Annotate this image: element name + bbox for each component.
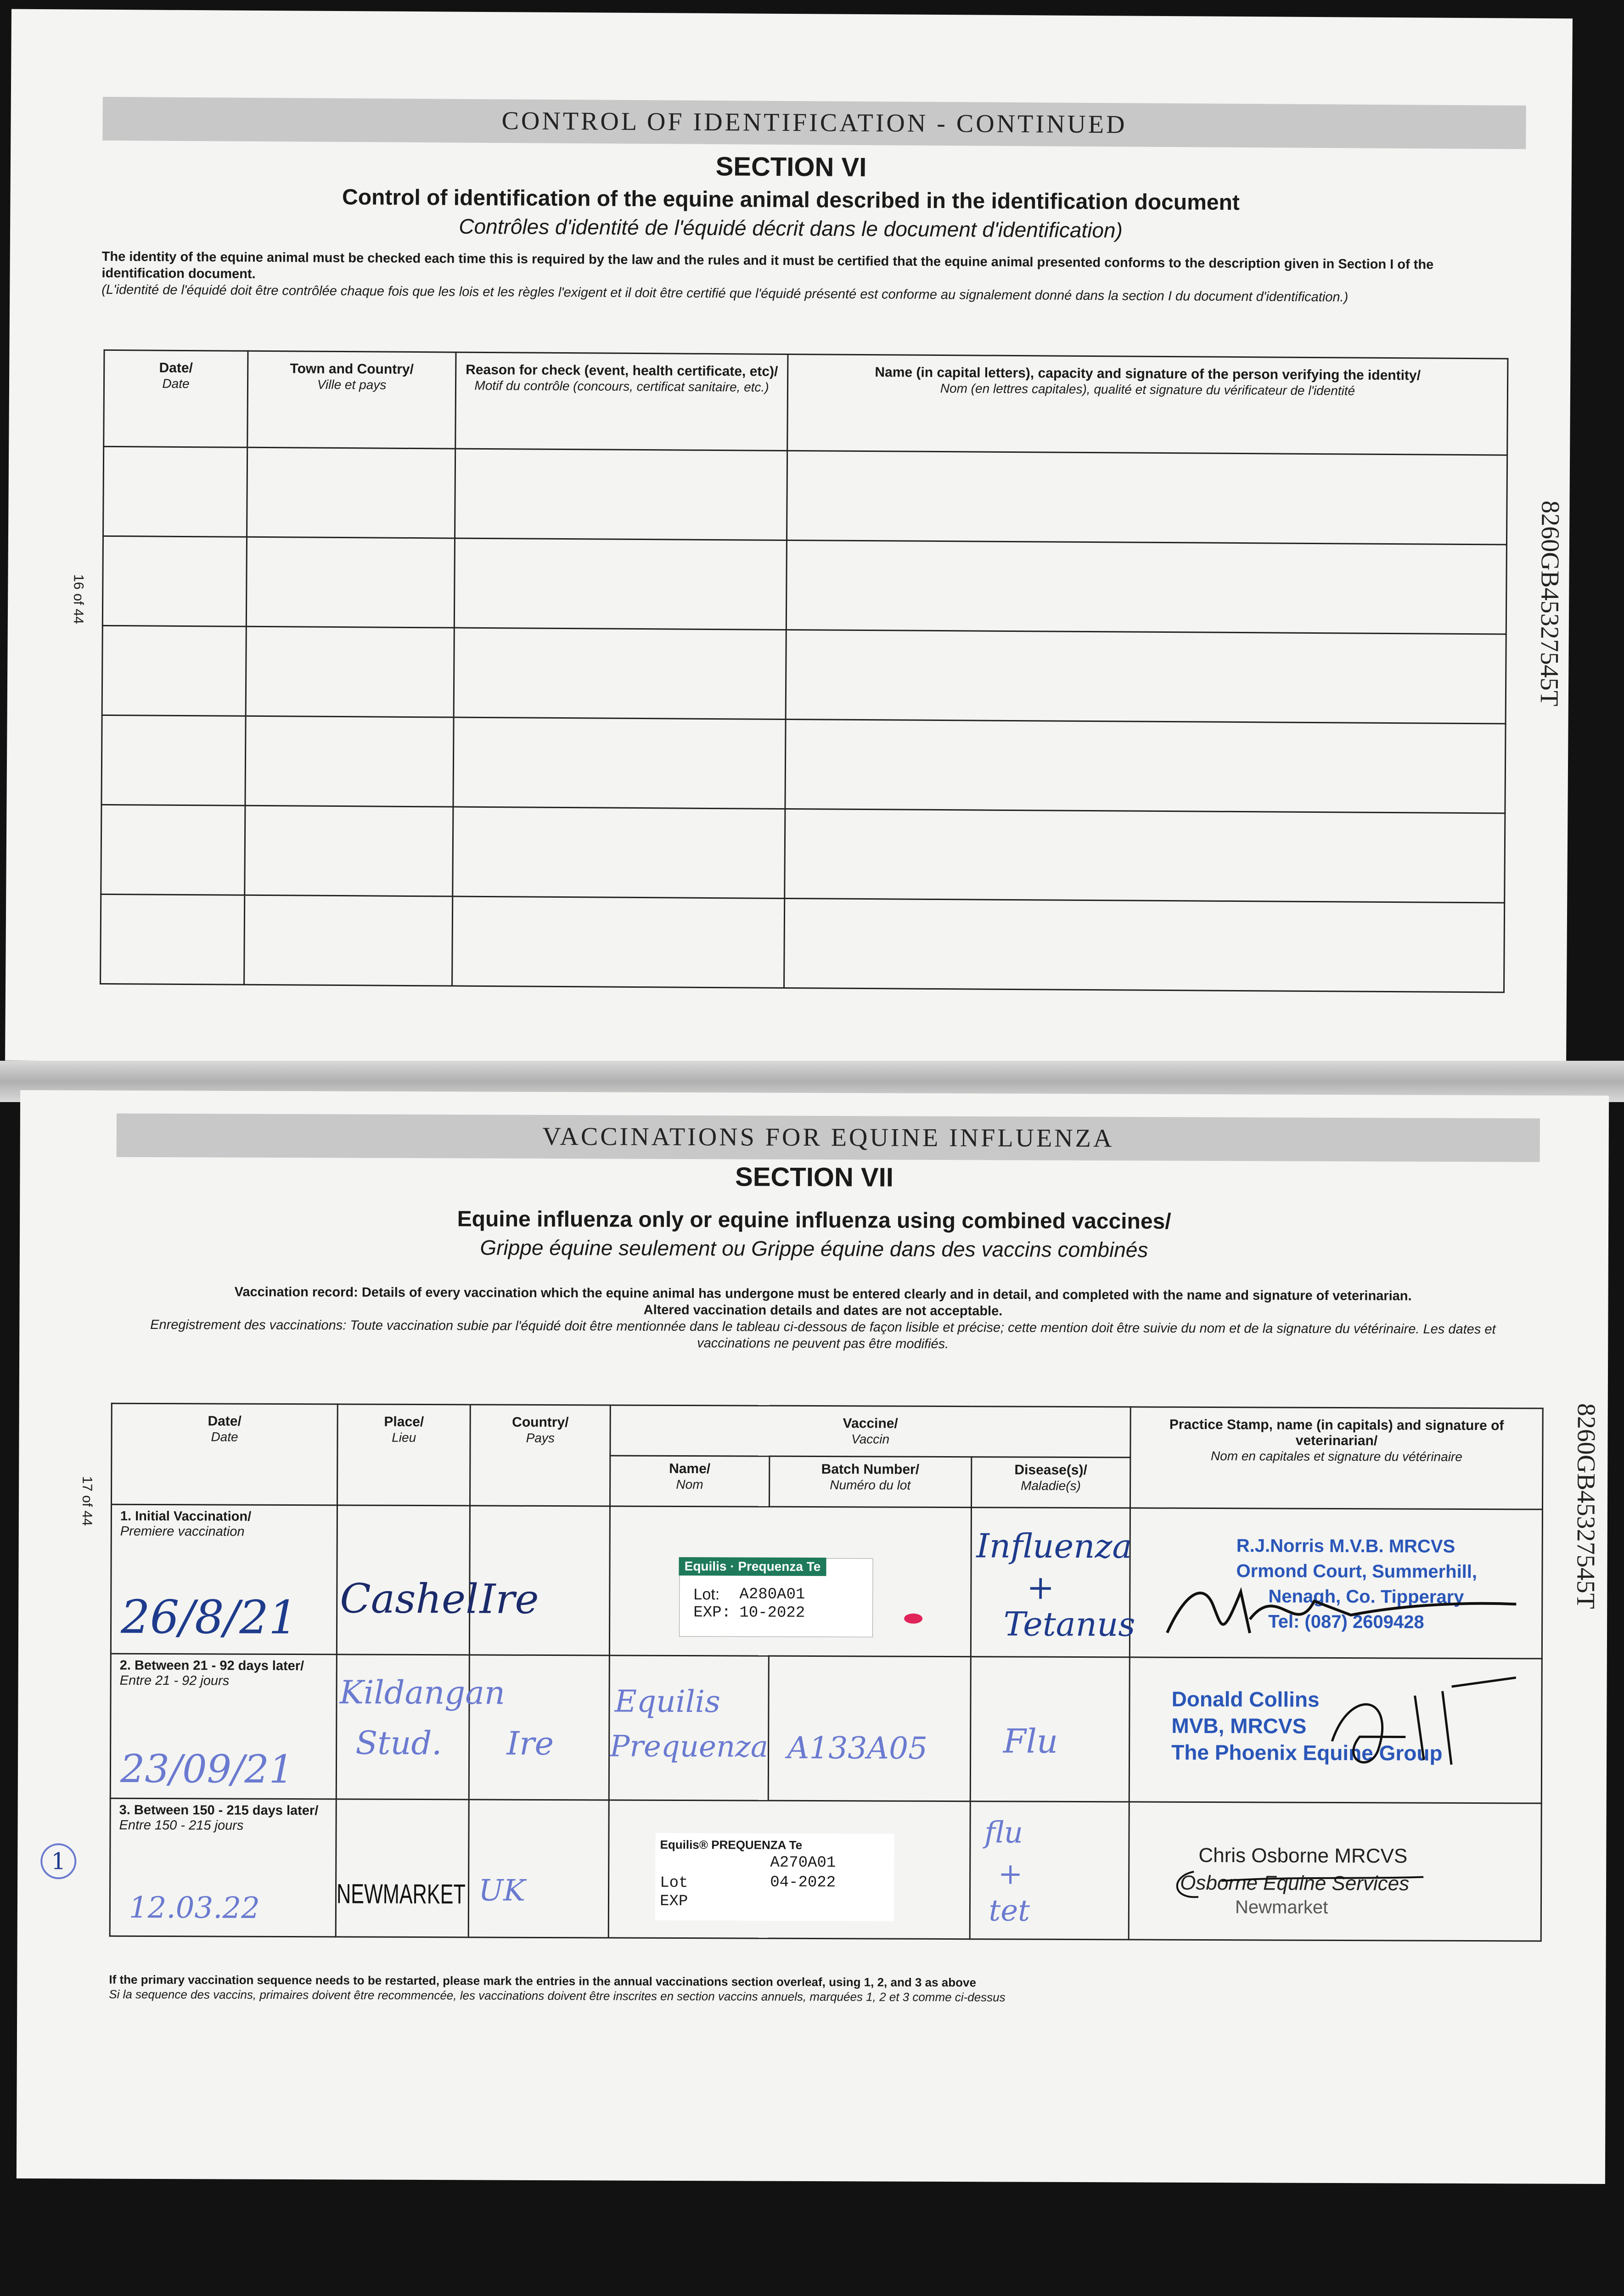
row3-country-cell bbox=[469, 1800, 609, 1938]
document-code: 8260GB45327545T bbox=[1571, 1403, 1601, 1609]
page-number: 17 of 44 bbox=[79, 1476, 95, 1526]
col-town-country: Town and Country/ Ville et pays bbox=[247, 351, 456, 449]
col-date: Date/ Date bbox=[111, 1403, 337, 1505]
row2-date-cell bbox=[110, 1654, 337, 1799]
row-label: 1. Initial Vaccination/ Premiere vaccination bbox=[120, 1508, 252, 1539]
col-reason: Reason for check (event, health certificate, etc)/ Motif du contrôle (concours, certificat sanitaire, etc.) bbox=[455, 352, 788, 450]
document-code: 8260GB45327545T bbox=[1534, 500, 1565, 707]
table-row bbox=[101, 894, 1505, 992]
row2-batch-cell bbox=[768, 1656, 971, 1801]
row-label: 2. Between 21 - 92 days later/ Entre 21 - 92 jours bbox=[119, 1658, 304, 1688]
sticker-lot: A280A01 bbox=[739, 1586, 805, 1604]
sticker-brand: Equilis · Prequenza Te bbox=[679, 1557, 826, 1576]
row2-place-1: Kildangan bbox=[339, 1673, 506, 1712]
row1-disease-2: + bbox=[1026, 1568, 1055, 1607]
sticker-exp: 04-2022 bbox=[770, 1874, 836, 1892]
row-label: 3. Between 150 - 215 days later/ Entre 150 - 215 jours bbox=[119, 1802, 319, 1833]
sticker-brand: Equilis® PREQUENZA Te bbox=[660, 1837, 803, 1852]
row1-country: Ire bbox=[479, 1575, 539, 1623]
vet-stamp-line-3: Nenagh, Co. Tipperary bbox=[1268, 1586, 1464, 1607]
section-title: SECTION VII bbox=[735, 1162, 894, 1193]
row2-batch: A133A05 bbox=[787, 1730, 928, 1766]
row3-stamp-cell bbox=[1129, 1802, 1541, 1941]
row2-place-cell bbox=[336, 1654, 506, 1800]
row2-vaccine-2: Prequenza bbox=[610, 1729, 769, 1764]
table-row bbox=[102, 536, 1506, 634]
footnote-fr: Si la sequence des vaccins, primaires doivent être recommencée, les vaccinations doivent être inscrites en section vaccins annuels, marquées 1, 2 et 3 comme ci-dessus bbox=[109, 1987, 1006, 2004]
sticker-lot-label: Lot: bbox=[693, 1586, 720, 1604]
table-row bbox=[102, 625, 1506, 724]
sticker-exp: 10-2022 bbox=[739, 1604, 805, 1622]
page-number: 16 of 44 bbox=[70, 574, 86, 625]
row2-disease: Flu bbox=[1003, 1722, 1058, 1761]
page-title-fr: Contrôles d'identité de l'équidé décrit dans le document d'identification) bbox=[459, 214, 1123, 242]
row3-place-cell bbox=[336, 1799, 469, 1937]
row1-place: Cashel bbox=[340, 1575, 479, 1623]
section-banner: CONTROL OF IDENTIFICATION - CONTINUED bbox=[102, 97, 1526, 149]
row3-place: NEWMARKET bbox=[337, 1878, 466, 1910]
vet-stamp-line-2: Osborne Equine Services bbox=[1180, 1871, 1410, 1895]
section-title: SECTION VI bbox=[715, 152, 867, 183]
row2-country: Ire bbox=[506, 1724, 554, 1763]
vet-stamp-line-3: Newmarket bbox=[1235, 1897, 1328, 1918]
instructions-en: Vaccination record: Details of every vaccination which the equine animal has undergone must be entered clearly and in detail, and completed with the name and signature of veterinarian. bbox=[234, 1284, 1412, 1304]
table-row bbox=[110, 1798, 1541, 1941]
row1-date-cell bbox=[111, 1504, 337, 1654]
row2-date: 23/09/21 bbox=[120, 1746, 294, 1792]
row3-disease-2: + bbox=[998, 1857, 1023, 1891]
row1-stamp-cell bbox=[1129, 1508, 1542, 1659]
vaccine-sticker bbox=[679, 1558, 873, 1637]
row2-vaccine-cell bbox=[609, 1655, 769, 1801]
sticker-lot: A270A01 bbox=[770, 1854, 836, 1872]
table-row bbox=[101, 805, 1505, 903]
row2-country-cell bbox=[469, 1655, 610, 1800]
col-country: Country/ Pays bbox=[470, 1405, 611, 1506]
table-row bbox=[103, 446, 1507, 545]
vet-stamp-line-4: Tel: (087) 2609428 bbox=[1268, 1611, 1424, 1632]
row1-date: 26/8/21 bbox=[120, 1590, 298, 1645]
vet-stamp-line-1: Donald Collins bbox=[1171, 1687, 1320, 1711]
vet-stamp-line-1: R.J.Norris M.V.B. MRCVS bbox=[1236, 1536, 1455, 1557]
vet-stamp-line-3: The Phoenix Equine Group bbox=[1171, 1740, 1443, 1765]
instructions-en-2: Altered vaccination details and dates are not acceptable. bbox=[643, 1302, 1003, 1319]
row3-country: UK bbox=[478, 1874, 526, 1908]
vet-signature bbox=[1166, 1863, 1442, 1909]
page-title: Control of identification of the equine animal described in the identification document bbox=[342, 185, 1240, 215]
row2-vaccine-1: Equilis bbox=[614, 1683, 720, 1720]
row3-vaccine-label bbox=[608, 1800, 970, 1939]
sticker-exp-label: EXP: bbox=[693, 1604, 731, 1622]
instructions bbox=[125, 1283, 1521, 1355]
restart-marker: 1 bbox=[40, 1843, 76, 1879]
page-17 bbox=[17, 1090, 1609, 2184]
sticker-exp-label: EXP bbox=[660, 1892, 688, 1911]
table-row bbox=[101, 715, 1506, 813]
table-row bbox=[110, 1654, 1542, 1803]
page-title-fr: Grippe équine seulement ou Grippe équine dans des vaccins combinés bbox=[480, 1235, 1148, 1262]
vaccination-table bbox=[109, 1403, 1544, 1942]
col-vaccine: Vaccine/ Vaccin bbox=[610, 1405, 1130, 1458]
row2-stamp-cell bbox=[1129, 1657, 1542, 1803]
row3-date-cell bbox=[110, 1798, 336, 1937]
col-place: Place/ Lieu bbox=[337, 1404, 471, 1506]
page-16 bbox=[5, 9, 1573, 1070]
col-batch: Batch Number/ Numéro du lot bbox=[769, 1456, 971, 1508]
instructions-en: The identity of the equine animal must be checked each time this is required by the law and the rules and it must be certified that the equine animal presented conforms to the description given in Section I of the identification document. bbox=[101, 249, 1434, 281]
instructions-fr: Enregistrement des vaccinations: Toute vaccination subie par l'équidé doit être mentionnée dans le tableau ci-dessous de façon lisible et précise; cette mention doit être suivie du nom et de la signature du vétérinaire. Les dates et vaccinations ne peuvent pas être modifiés. bbox=[150, 1317, 1496, 1352]
col-stamp: Practice Stamp, name (in capitals) and signature of veterinarian/ Nom en capitales et signature du vétérinaire bbox=[1130, 1407, 1543, 1509]
vet-stamp-line-2: Ormond Court, Summerhill, bbox=[1236, 1561, 1478, 1582]
row1-disease-1: Influenza bbox=[976, 1526, 1132, 1566]
red-mark bbox=[904, 1614, 922, 1624]
row3-disease-1: flu bbox=[984, 1816, 1023, 1850]
section-banner: VACCINATIONS FOR EQUINE INFLUENZA bbox=[117, 1114, 1540, 1162]
instructions-fr: (L'identité de l'équidé doit être contrôlée chaque fois que les lois et les règles l'exigent et il doit être certifié que l'équidé présenté est conforme au signalement donné dans la section I du document d'identification.) bbox=[101, 282, 1349, 305]
row1-disease-3: Tetanus bbox=[1003, 1604, 1135, 1644]
row1-place-cell bbox=[337, 1505, 479, 1655]
row2-disease-cell bbox=[970, 1657, 1130, 1802]
vet-stamp-line-2: MVB, MRCVS bbox=[1171, 1713, 1307, 1738]
vaccine-sticker bbox=[655, 1833, 894, 1921]
row3-date: 12.03.22 bbox=[129, 1891, 260, 1925]
vet-signature bbox=[1314, 1668, 1525, 1784]
sticker-lot-label: Lot bbox=[660, 1874, 688, 1892]
footnote-en: If the primary vaccination sequence needs to be restarted, please mark the entries in the annual vaccinations section overleaf, using 1, 2, and 3 as above bbox=[109, 1972, 976, 1990]
table-row bbox=[111, 1504, 1542, 1659]
row3-disease-3: tet bbox=[989, 1894, 1030, 1928]
row3-disease-cell bbox=[970, 1801, 1129, 1940]
identification-table bbox=[100, 349, 1508, 993]
vet-stamp-line-1: Chris Osborne MRCVS bbox=[1198, 1844, 1408, 1868]
footnote bbox=[109, 1972, 1532, 2007]
row1-vaccine-label bbox=[609, 1506, 971, 1657]
row1-disease-cell bbox=[971, 1508, 1135, 1657]
instructions bbox=[101, 248, 1507, 307]
col-vaccine-name: Name/ Nom bbox=[610, 1456, 770, 1507]
col-verifier: Name (in capital letters), capacity and signature of the person verifying the identity/ Nom (en lettres capitales), qualité et signature du vérificateur de l'identité bbox=[787, 354, 1508, 455]
col-date: Date/ Date bbox=[104, 350, 248, 447]
row2-place-2: Stud. bbox=[355, 1724, 442, 1762]
vet-signature bbox=[1158, 1564, 1526, 1643]
row1-country-cell bbox=[470, 1506, 610, 1655]
col-disease: Disease(s)/ Maladie(s) bbox=[971, 1457, 1130, 1508]
page-title: Equine influenza only or equine influenza using combined vaccines/ bbox=[457, 1207, 1171, 1234]
